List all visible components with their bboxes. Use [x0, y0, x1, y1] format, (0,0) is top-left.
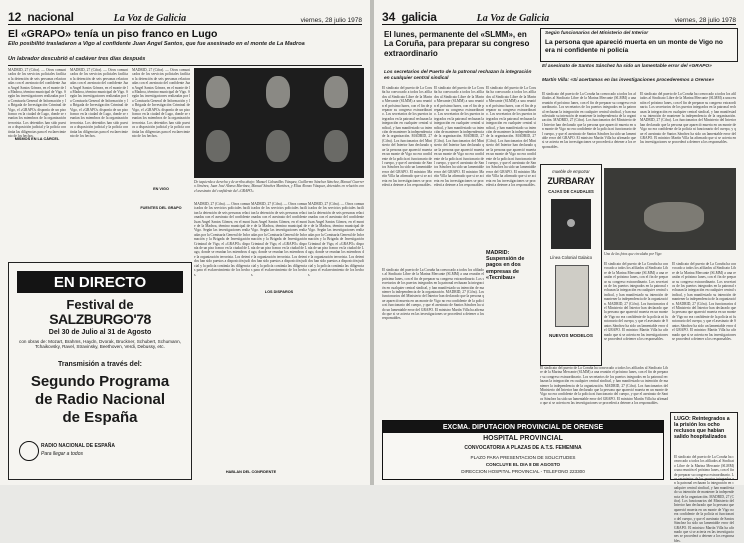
ad-line: de Radio Nacional — [34, 391, 166, 408]
right-page-header — [382, 10, 736, 25]
cabinet-image — [555, 265, 589, 327]
masthead: La Voz de Galicia — [476, 13, 550, 24]
body-column: El sindicato del puerto de La Coruña ha convocado a todos los afiliados al Sindicato Libre de la Marina Mercante (SLMM) a una reunión el próximo lunes, con el fin de preparar su congreso extraordinario. Los secretarios de los puertos integrados en la patronal rechazan la integración en cualquier central sindical, y han manifestado su intención de mantener la independencia de la organización. MADRID, 27 (Cifra). Los funcionarios del Ministerio del Interior han declarado que la persona que apareció muerta en un monte de Vigo no era confidente de la policía ni funcionario del cuerpo, y que el asesinato de Santos Sánchez ha sido un lamentable error del GRAPO. El ministro Martín Villa ha afirmado que si se acierta en las investigaciones se procederá a detener a los responsables. — [382, 268, 484, 321]
page-number: 12 — [8, 10, 22, 24]
body-column: MADRID, 27 (Cifra). — Otros comunicados de los servicios policiales facilitan la detención de seis personas relacionadas con el asesinato del confidente Juan Angel Santos Gómez, en el monte de la Madroa, término municipal de Vigo. Según las investigaciones realizadas por la Comisaría General de Información y la Brigada de Investigación Criminal de Vigo, el «GRAPO» disponía de un piso franco en la ciudad de Lugo, donde se reunían los miembros de la organización terrorista. Los detenidos han sido puestos a disposición judicial y la policía continúa las diligencias para el esclarecimiento de los hechos. — [8, 68, 66, 139]
body-column: MADRID, 27 (Cifra). — Otros comunicados de los servicios policiales facilitan la detención de seis personas relacionadas con el asesinato del confidente Juan Angel Santos Gómez, en el monte de la Madroa, término municipal de Vigo. Según las investigaciones realizadas por la Comisaría General de Información y la Brigada de Investigación Criminal de Vigo, el «GRAPO» disponía de un piso franco en la ciudad de Lugo, donde se reunían los miembros de la organización terrorista. Los detenidos han sido puestos a disposición judicial y la policía continúa las diligencias para el esclarecimiento de los hechos. — [251, 202, 307, 277]
ad-line: DIRECCION HOSPITAL PROVINCIAL - TELEFONO 223300 — [461, 469, 585, 474]
body-column: El sindicato del puerto de La Coruña ha convocado a todos los afiliados al Sindicato Libre de la Marina Mercante (SLMM) a una reunión el próximo lunes, con el fin de preparar su congreso extraordinario. Los secretarios de los puertos integrados en la patronal rechazan la integración en cualquier central sindical, y han manifestado su intención de mantener la independencia de la organización. MADRID, 27 (Cifra). Los funcionarios del Ministerio del Interior han declarado que la persona que apareció muerta en un monte de Vigo no era confidente de la policía ni funcionario del cuerpo, y que el asesinato de Santos Sánchez ha sido un lamentable error del GRAPO. El ministro Martín Villa ha afirmado que si se acierta en las investigaciones se procederá a detener a los responsables. — [434, 86, 484, 187]
zurbaray-advertisement — [540, 164, 602, 366]
column-title: LOS DISPAROS — [264, 290, 294, 294]
madrid-headline: MADRID: Suspensión de pagos en dos empresas de «Tecnibau» — [486, 250, 525, 281]
section-name: nacional — [27, 10, 74, 24]
ad-line: Segundo Programa — [30, 373, 170, 390]
article-box — [540, 28, 738, 62]
ad-banner: EN DIRECTO — [17, 271, 183, 293]
ad-line: HOSPITAL PROVINCIAL — [483, 435, 563, 442]
column-title: MISMOS EN LA CÁRCEL — [14, 137, 60, 141]
page-date: viernes, 28 julio 1978 — [674, 17, 736, 24]
ad-line: Festival de — [66, 297, 134, 312]
subheadline-2: Un labrador descubrió el cadáver tres días después — [8, 56, 146, 62]
portrait — [266, 130, 290, 162]
ad-tagline: mueble de empotrar — [552, 169, 590, 174]
section-name: galicia — [401, 10, 437, 24]
page-date: viernes, 28 julio 1978 — [300, 17, 362, 24]
ad-line: CONVOCATORIA A PLAZAS DE A.T.S. FEMENINA — [464, 445, 582, 451]
box-subhead-2: Martín Villa: «Si acertamos en las investigaciones procederemos a Orense» — [542, 78, 715, 83]
rne-logo-icon — [19, 441, 39, 461]
photo-caption: De izquierda a derecha y de arriba abajo: Manuel Cabanillas Vázquez, Guillermo Sánchez Sánchez, Manuel Guerrero Jiménez, Juan José Alonso Martínez, Manuel Sánchez Martínez, y Elías Alonso Vázquez, detenidos en relación con el asesinato del confidente del «GRAPO» — [194, 180, 364, 193]
column-title: FUENTES DEL GRAPO — [140, 206, 182, 210]
box-headline: La persona que apareció muerta en un monte de Vigo no era ni confidente ni policía — [545, 39, 723, 54]
portrait — [206, 130, 230, 162]
ad-banner: EXCMA. DIPUTACION PROVINCIAL DE ORENSE — [383, 421, 663, 433]
article-subhead: Los secretarios del Puerto de la patronal rechazan la integración en cualquier central sindical — [384, 70, 532, 81]
diputacion-advertisement — [382, 420, 664, 480]
safe-dial-icon — [567, 219, 575, 227]
divider — [8, 65, 362, 66]
box-label: Según funcionarios del Ministerio del Interior — [545, 31, 649, 36]
body-column: El sindicato del puerto de La Coruña ha convocado a todos los afiliados al Sindicato Libre de la Marina Mercante (SLMM) a una reunión el próximo lunes, con el fin de preparar su congreso extraordinario. Los secretarios de los puertos integrados en la patronal rechazan la integración en cualquier central sindical, y han manifestado su intención de mantener la independencia de la organización. MADRID, 27 (Cifra). Los funcionarios del Ministerio del Interior han declarado que la persona que apareció muerta en un monte de Vigo no era confidente de la policía ni funcionario del cuerpo, y que el asesinato de Santos Sánchez ha sido un lamentable error del GRAPO. El ministro Martín Villa ha afirmado que si se acierta en las investigaciones se procederá a detener a los responsables. — [540, 366, 668, 406]
body-column: El sindicato del puerto de La Coruña ha convocado a todos los afiliados al Sindicato Libre de la Marina Mercante (SLMM) a una reunión el próximo lunes, con el fin de preparar su congreso extraordinario. Los secretarios de los puertos integrados en la patronal rechazan la integración en cualquier central sindical, y han manifestado su intención de mantener la independencia de la organización. MADRID, 27 (Cifra). Los funcionarios del Ministerio del Interior han declarado que la persona que apareció muerta en un monte de Vigo no era confidente de la policía ni funcionario del cuerpo, y que el asesinato de Santos Sánchez ha sido un lamentable error del GRAPO. El ministro Martín Villa ha afirmado que si se acierta en las investigaciones se procederá a detener a los responsables. — [672, 262, 736, 341]
ad-composers: con obras de: Mozart, Brahms, Haydn, Dvorak, Bruckner, Schubert, Schumann, Tchaikovsky, Ravel, Stravinsky, Beethoven, Verdi, Debussy, etc. — [19, 339, 181, 350]
body-column: El sindicato del puerto de La Coruña ha convocado a todos los afiliados al Sindicato Libre de la Marina Mercante (SLMM) a una reunión el próximo lunes, con el fin de preparar su congreso extraordinario. Los secretarios de los puertos integrados en la patronal rechazan la integración en cualquier central sindical, y han manifestado su intención de mantener la independencia de la organización. MADRID, 27 (Cifra). Los funcionarios del Ministerio del Interior han declarado que la persona que apareció muerta en un monte de Vigo no era confidente de la policía ni funcionario del cuerpo, y que el asesinato de Santos Sánchez ha sido un lamentable error del GRAPO. El ministro Martín Villa ha afirmado que si se acierta en las investigaciones se procederá a detener a los responsables. — [486, 86, 536, 187]
subheadline: Ello posibilitó trasladaron a Vigo al confidente Juan Angel Santos, que fue asesinado en el monte de La Madroa — [8, 41, 305, 47]
portrait — [206, 76, 230, 108]
ad-line: Transmisión a través del: — [57, 361, 143, 368]
left-page-header — [8, 10, 362, 25]
right-page — [374, 0, 744, 543]
left-page — [0, 0, 370, 485]
ad-slogan: Para llegar a todos — [41, 451, 83, 457]
body-column: El sindicato del puerto de La Coruña ha convocado a todos los afiliados al Sindicato Libre de la Marina Mercante (SLMM) a una reunión el próximo lunes, con el fin de preparar su congreso extraordinario. Los secretarios de los puertos integrados en la patronal rechazan la integración en cualquier central sindical, y han manifestado su intención de mantener la independencia de la organización. MADRID, 27 (Cifra). Los funcionarios del Ministerio del Interior han declarado que la persona que apareció muerta en un monte de Vigo no era confidente de la policía ni funcionario del cuerpo, y que el asesinato de Santos Sánchez ha sido un lamentable error del GRAPO. El ministro Martín Villa ha afirmado que si se acierta en las investigaciones se procederá a detener a los responsables. — [640, 92, 736, 145]
page-number: 34 — [382, 10, 396, 24]
lugo-text: El sindicato del puerto de La Coruña ha convocado a todos los afiliados al Sindicato Libre de la Marina Mercante (SLMM) a una reunión el próximo lunes, con el fin de preparar su congreso extraordinario. Los secretarios de los puertos integrados en la patronal rechazan la integración en cualquier central sindical, y han manifestado su intención de mantener la independencia de la organización. MADRID, 27 (Cifra). Los funcionarios del Ministerio del Interior han declarado que la persona que apareció muerta en un monte de Vigo no era confidente de la policía ni funcionario del cuerpo, y que el asesinato de Santos Sánchez ha sido un lamentable error del GRAPO. El ministro Martín Villa ha afirmado que si se acierta en las investigaciones se procederá a detener a los responsables. — [674, 455, 734, 543]
column-title: EN VIGO — [153, 187, 169, 191]
ad-line: NUEVOS MODELOS — [549, 333, 593, 338]
column-title: HABLAN DEL CONFIDENTE — [225, 470, 277, 474]
body-column: MADRID, 27 (Cifra). — Otros comunicados de los servicios policiales facilitan la detención de seis personas relacionadas con el asesinato del confidente Juan Angel Santos Gómez, en el monte de la Madroa, término municipal de Vigo. Según las investigaciones realizadas por la Comisaría General de Información y la Brigada de Investigación Criminal de Vigo, el «GRAPO» disponía de un piso franco en la ciudad de Lugo, donde se reunían los miembros de la organización terrorista. Los detenidos han sido puestos a disposición judicial y la policía continúa las diligencias para el esclarecimiento de los hechos. — [194, 202, 250, 277]
article-headline: El lunes, permanente del «SLMM», en La Coruña, para preparar su congreso extraordinario — [384, 30, 530, 58]
body-column: MADRID, 27 (Cifra). — Otros comunicados de los servicios policiales facilitan la detención de seis personas relacionadas con el asesinato del confidente Juan Angel Santos Gómez, en el monte de la Madroa, término municipal de Vigo. Según las investigaciones realizadas por la Comisaría General de Información y la Brigada de Investigación Criminal de Vigo, el «GRAPO» disponía de un piso franco en la ciudad de Lugo, donde se reunían los miembros de la organización terrorista. Los detenidos han sido puestos a disposición judicial y la policía continúa las diligencias para el esclarecimiento de los hechos. — [70, 68, 128, 139]
ad-line: CONCLUYE EL DIA 8 DE AGOSTO — [485, 462, 561, 467]
portrait — [266, 76, 290, 108]
lugo-box — [670, 412, 738, 543]
ad-brand: ZURBARAY — [547, 176, 595, 186]
body-column: MADRID, 27 (Cifra). — Otros comunicados de los servicios policiales facilitan la detención de seis personas relacionadas con el asesinato del confidente Juan Angel Santos Gómez, en el monte de la Madroa, término municipal de Vigo. Según las investigaciones realizadas por la Comisaría General de Información y la Brigada de Investigación Criminal de Vigo, el «GRAPO» disponía de un piso franco en la ciudad de Lugo, donde se reunían los miembros de la organización terrorista. Los detenidos han sido puestos a disposición judicial y la policía continúa las diligencias para el esclarecimiento de los hechos. — [132, 68, 190, 139]
scene-detail — [644, 202, 704, 232]
body-column: El sindicato del puerto de La Coruña ha convocado a todos los afiliados al Sindicato Libre de la Marina Mercante (SLMM) a una reunión el próximo lunes, con el fin de preparar su congreso extraordinario. Los secretarios de los puertos integrados en la patronal rechazan la integración en cualquier central sindical, y han manifestado su intención de mantener la independencia de la organización. MADRID, 27 (Cifra). Los funcionarios del Ministerio del Interior han declarado que la persona que apareció muerta en un monte de Vigo no era confidente de la policía ni funcionario del cuerpo, y que el asesinato de Santos Sánchez ha sido un lamentable error del GRAPO. El ministro Martín Villa ha afirmado que si se acierta en las investigaciones se procederá a detener a los responsables. — [542, 92, 636, 149]
body-column: El sindicato del puerto de La Coruña ha convocado a todos los afiliados al Sindicato Libre de la Marina Mercante (SLMM) a una reunión el próximo lunes, con el fin de preparar su congreso extraordinario. Los secretarios de los puertos integrados en la patronal rechazan la integración en cualquier central sindical, y han manifestado su intención de mantener la independencia de la organización. MADRID, 27 (Cifra). Los funcionarios del Ministerio del Interior han declarado que la persona que apareció muerta en un monte de Vigo no era confidente de la policía ni funcionario del cuerpo, y que el asesinato de Santos Sánchez ha sido un lamentable error del GRAPO. El ministro Martín Villa ha afirmado que si se acierta en las investigaciones se procederá a detener a los responsables. — [604, 262, 668, 341]
detainees-photo — [194, 68, 364, 178]
main-headline: El «GRAPO» tenía un piso franco en Lugo — [8, 28, 218, 40]
masthead: La Voz de Galicia — [113, 13, 187, 24]
safe-image — [551, 199, 591, 249]
ad-line: de España — [62, 409, 138, 426]
portrait — [324, 76, 348, 108]
ad-line: PLAZO PARA PRESENTACION DE SOLICITUDES — [470, 455, 576, 460]
ad-title: SALZBURGO'78 — [49, 311, 151, 327]
body-column: El sindicato del puerto de La Coruña ha convocado a todos los afiliados al Sindicato Libre de la Marina Mercante (SLMM) a una reunión el próximo lunes, con el fin de preparar su congreso extraordinario. Los secretarios de los puertos integrados en la patronal rechazan la integración en cualquier central sindical, y han manifestado su intención de mantener la independencia de la organización. MADRID, 27 (Cifra). Los funcionarios del Ministerio del Interior han declarado que la persona que apareció muerta en un monte de Vigo no era confidente de la policía ni funcionario del cuerpo, y que el asesinato de Santos Sánchez ha sido un lamentable error del GRAPO. El ministro Martín Villa ha afirmado que si se acierta en las investigaciones se procederá a detener a los responsables. — [382, 86, 432, 187]
ad-sponsor: RADIO NACIONAL DE ESPAÑA — [41, 443, 115, 449]
ad-dates: Del 30 de Julio al 31 de Agosto — [48, 329, 152, 336]
festival-advertisement — [8, 262, 192, 480]
box-subhead: El asesinato de Santos Sánchez ha sido un lamentable error del «GRAPO» — [542, 64, 712, 69]
portrait — [324, 130, 348, 162]
crime-scene-photo — [604, 168, 736, 250]
body-column: MADRID, 27 (Cifra). — Otros comunicados de los servicios policiales facilitan la detención de seis personas relacionadas con el asesinato del confidente Juan Angel Santos Gómez, en el monte de la Madroa, término municipal de Vigo. Según las investigaciones realizadas por la Comisaría General de Información y la Brigada de Investigación Criminal de Vigo, el «GRAPO» disponía de un piso franco en la ciudad de Lugo, donde se reunían los miembros de la organización terrorista. Los detenidos han sido puestos a disposición judicial y la policía continúa las diligencias para el esclarecimiento de los hechos. — [308, 202, 364, 277]
photo-caption: Una de las fotos que circulaba por Vigo — [604, 252, 662, 256]
ad-line: CAJAS DE CAUDALES — [548, 189, 594, 194]
lugo-headline: LUGO: Reintegrados a la prisión los ocho reclusos que habían salido hospitalizados — [674, 416, 730, 440]
ad-line: Línea Colonial Galaico — [549, 255, 593, 260]
